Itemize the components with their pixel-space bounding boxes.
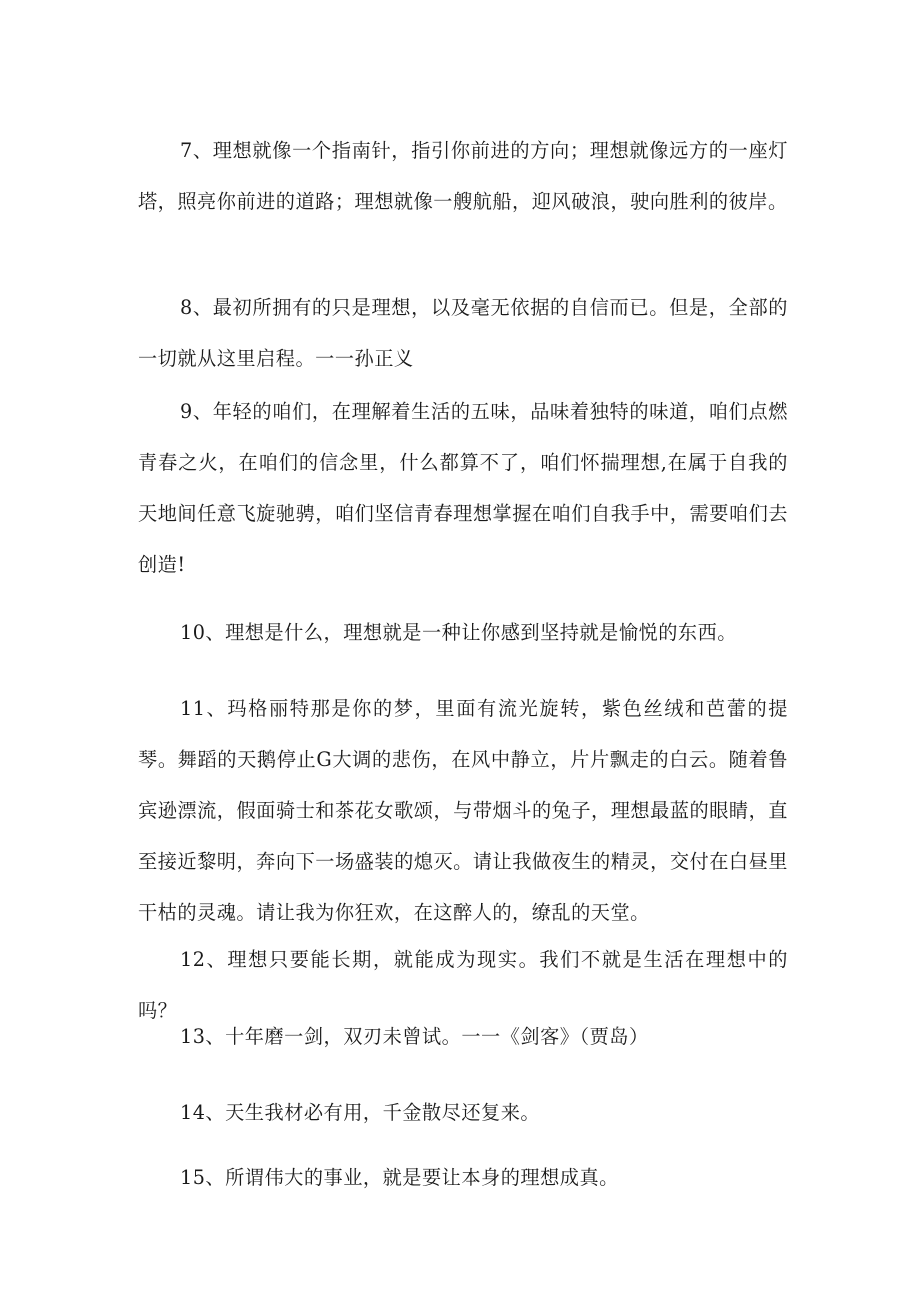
quote-paragraph-8: 8、最初所拥有的只是理想，以及毫无依据的自信而已。但是，全部的一切就从这里启程。一一孙正义 xyxy=(138,296,788,370)
quote-paragraph-14: 14、天生我材必有用，千金散尽还复来。 xyxy=(180,1101,541,1124)
quote-paragraph-7: 7、理想就像一个指南针，指引你前进的方向；理想就像远方的一座灯塔，照亮你前进的道路；理想就像一艘航船，迎风破浪，驶向胜利的彼岸。 xyxy=(138,139,788,213)
quote-paragraph-11: 11、玛格丽特那是你的梦，里面有流光旋转，紫色丝绒和芭蕾的提琴。舞蹈的天鹅停止G大调的悲伤，在风中静立，片片飘走的白云。随着鲁宾逊漂流，假面骑士和茶花女歌颂，与带烟斗的兔子，理想最蓝的眼睛，直至接近黎明，奔向下一场盛装的熄灭。请让我做夜生的精灵，交付在白昼里干枯的灵魂。请让我为你狂欢，在这醉人的，缭乱的天堂。 xyxy=(138,697,788,924)
quote-paragraph-13: 13、十年磨一剑，双刃未曾试。一一《剑客》（贾岛） xyxy=(180,1025,649,1048)
quote-paragraph-9: 9、年轻的咱们，在理解着生活的五味，品味着独特的味道，咱们点燃青春之火，在咱们的信念里，什么都算不了，咱们怀揣理想,在属于自我的天地间任意飞旋驰骋，咱们坚信青春理想掌握在咱们自我手中，需要咱们去创造! xyxy=(138,400,788,576)
quote-paragraph-15: 15、所谓伟大的事业，就是要让本身的理想成真。 xyxy=(180,1166,619,1189)
quote-paragraph-12: 12、理想只要能长期，就能成为现实。我们不就是生活在理想中的吗？ xyxy=(138,948,788,1022)
quote-paragraph-10: 10、理想是什么，理想就是一种让你感到坚持就是愉悦的东西。 xyxy=(180,621,737,644)
